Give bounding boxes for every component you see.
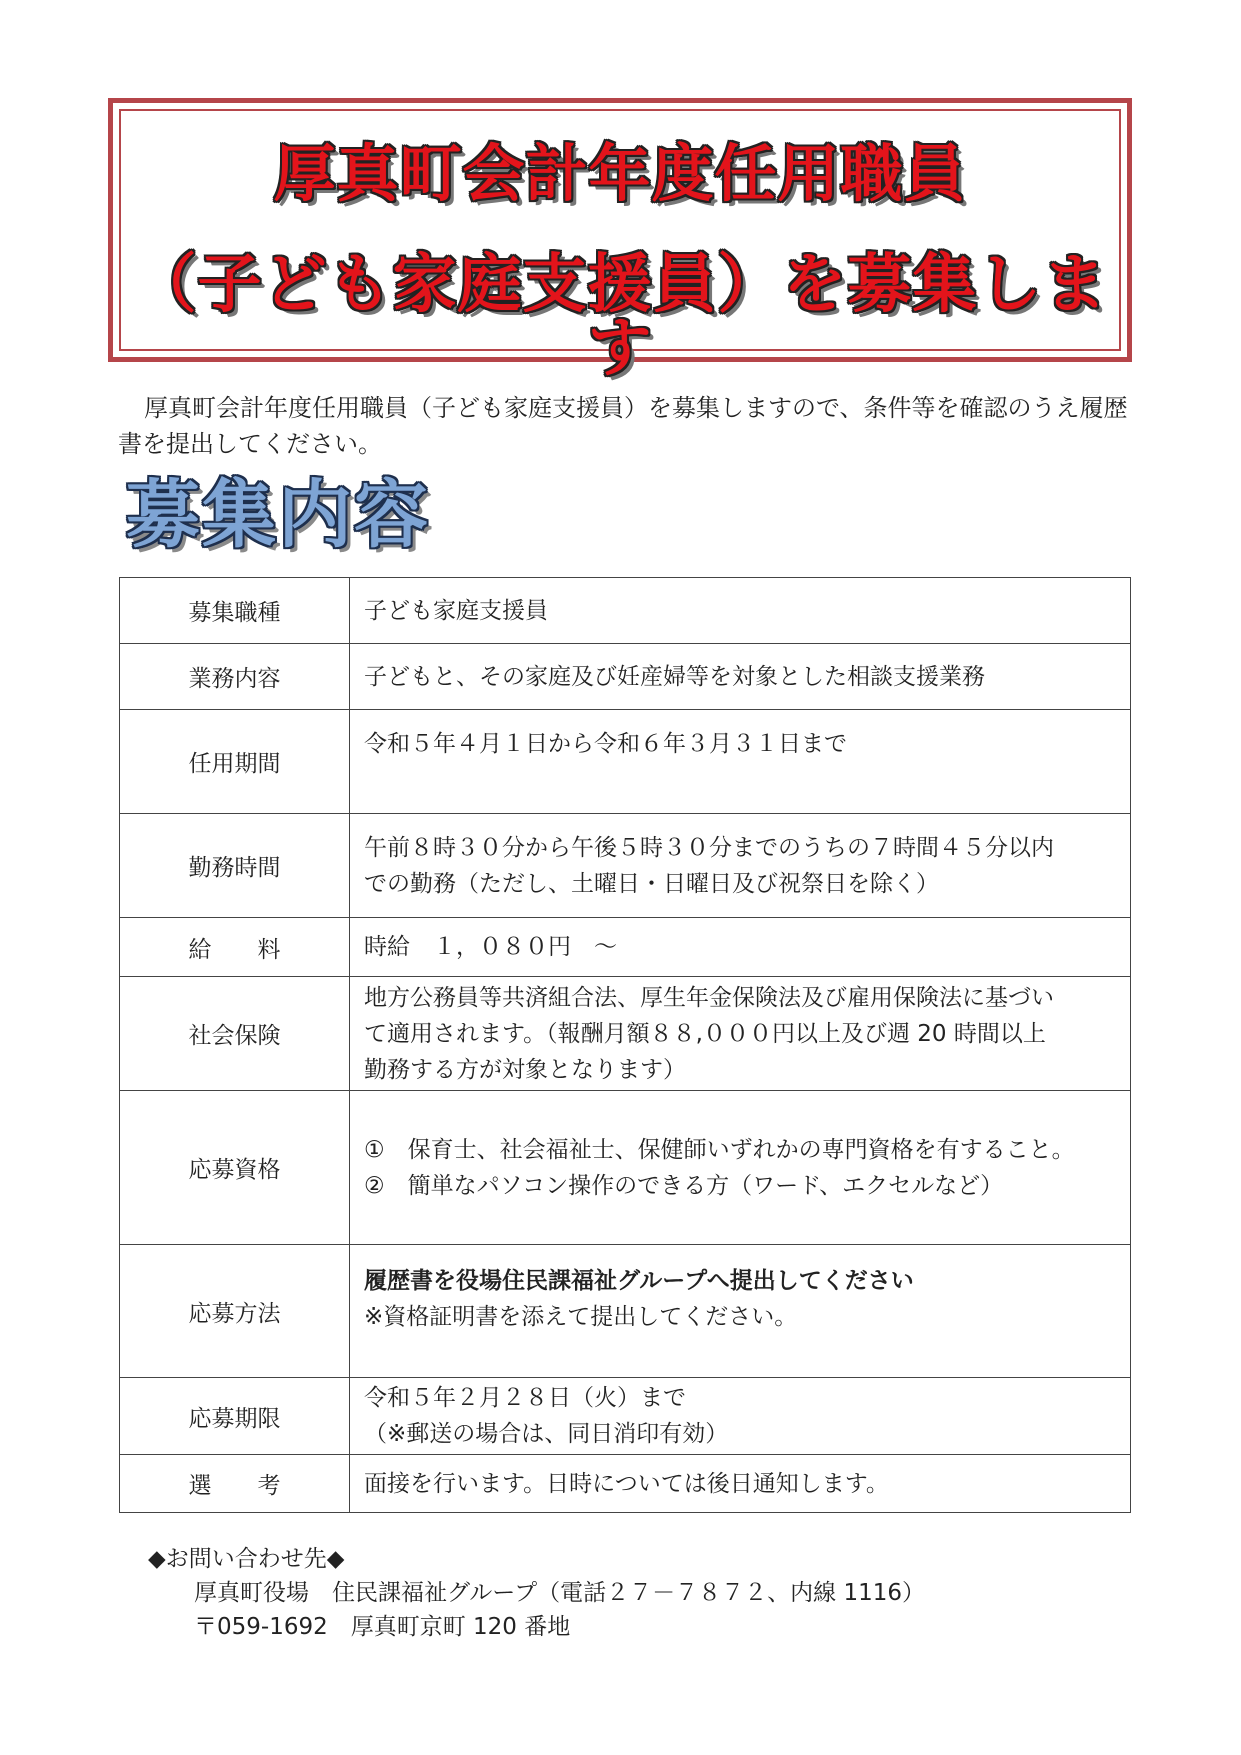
contact-office: 厚真町役場 住民課福祉グループ（電話２７－７８７２、内線 1116） (194, 1580, 926, 1606)
table-row (120, 1455, 1131, 1513)
section-heading: 募集内容 (126, 472, 430, 558)
row-value (350, 578, 1131, 644)
row-label: 給 料 (120, 918, 350, 977)
intro-text: 厚真町会計年度任用職員（子ども家庭支援員）を募集しますので、条件等を確認のうえ履歴書を提出してください。 (118, 394, 1128, 458)
row-value (350, 977, 1131, 1091)
row-label: 応募方法 (120, 1245, 350, 1378)
value-line: 子どもと、その家庭及び妊産婦等を対象とした相談支援業務 (364, 663, 985, 690)
value-line: 令和５年４月１日から令和６年３月３１日まで (364, 731, 847, 757)
row-label: 任用期間 (120, 710, 350, 814)
row-value (350, 814, 1131, 918)
value-line: て適用されます。（報酬月額８８,０００円以上及び週 20 時間以上 (364, 1020, 1046, 1047)
value-line: での勤務（ただし、土曜日・日曜日及び祝祭日を除く） (364, 870, 939, 897)
table-row (120, 1378, 1131, 1455)
title-line-1: 厚真町会計年度任用職員 (273, 137, 967, 210)
row-value (350, 644, 1131, 710)
table-row (120, 977, 1131, 1091)
value-line: ② 簡単なパソコン操作のできる方（ワード、エクセルなど） (364, 1172, 1004, 1199)
value-line: 地方公務員等共済組合法、厚生年金保険法及び雇用保険法に基づい (364, 984, 1054, 1011)
row-value (350, 918, 1131, 977)
value-line: 令和５年２月２８日（火）まで (364, 1385, 686, 1411)
value-line: 午前８時３０分から午後５時３０分までのうちの７時間４５分以内 (364, 834, 1054, 861)
table-row (120, 918, 1131, 977)
contact-address: 〒059-1692 厚真町京町 120 番地 (194, 1614, 571, 1640)
value-line: 勤務する方が対象となります） (364, 1056, 686, 1083)
row-value (350, 1378, 1131, 1455)
recruitment-table (119, 577, 1131, 1513)
value-line-bold: 履歴書を役場住民課福祉グループへ提出してください (364, 1268, 914, 1294)
table-row (120, 710, 1131, 814)
table-row (120, 644, 1131, 710)
row-label: 募集職種 (120, 578, 350, 644)
row-value (350, 1245, 1131, 1378)
row-label: 業務内容 (120, 644, 350, 710)
value-line: （※郵送の場合は、同日消印有効） (364, 1421, 729, 1447)
title-box (108, 98, 1132, 386)
row-value (350, 710, 1131, 814)
row-value (350, 1455, 1131, 1513)
title-line-2: （子ども家庭支援員）を募集します (132, 248, 1108, 386)
row-label: 社会保険 (120, 977, 350, 1091)
row-label: 応募資格 (120, 1091, 350, 1245)
value-line: 子ども家庭支援員 (364, 597, 548, 624)
row-value (350, 1091, 1131, 1245)
contact-heading: ◆お問い合わせ先◆ (148, 1546, 345, 1572)
value-line: 面接を行います。日時については後日通知します。 (364, 1470, 889, 1497)
row-label: 選 考 (120, 1455, 350, 1513)
value-line: ① 保育士、社会福祉士、保健師いずれかの専門資格を有すること。 (364, 1136, 1075, 1163)
value-line: ※資格証明書を添えて提出してください。 (364, 1304, 798, 1330)
row-label: 応募期限 (120, 1378, 350, 1455)
table-row (120, 578, 1131, 644)
value-line: 時給 １，０８０円 ～ (364, 934, 617, 960)
table-row (120, 1245, 1131, 1378)
row-label: 勤務時間 (120, 814, 350, 918)
table-row (120, 814, 1131, 918)
table-row (120, 1091, 1131, 1245)
contact-section (148, 1542, 925, 1644)
